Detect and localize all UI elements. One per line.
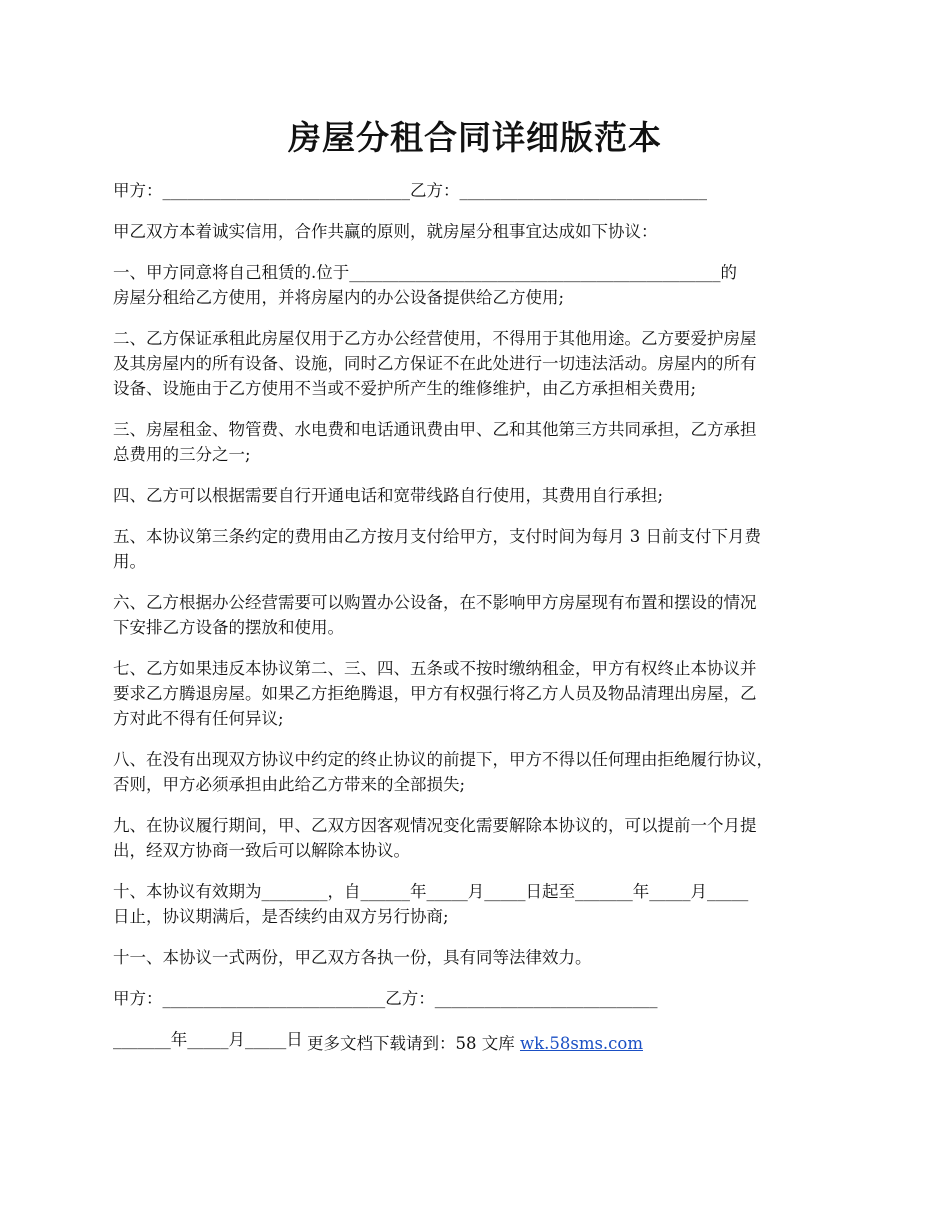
clause-10: 十、本协议有效期为________，自______年_____月_____日起至_______年_____月_____ 日止，协议期满后，是否续约由双方另行协商; xyxy=(113,882,749,926)
clause-9: 九、在协议履行期间，甲、乙双方因客观情况变化需要解除本协议的，可以提前一个月提 出，经双方协商一致后可以解除本协议。 xyxy=(113,816,757,860)
parties-line: 甲方：______________________________乙方：______________________________ xyxy=(113,181,707,200)
signature-line: 甲方：___________________________乙方：___________________________ xyxy=(113,989,658,1008)
clause-4: 四、乙方可以根据需要自行开通电话和宽带线路自行使用，其费用自行承担; xyxy=(113,486,664,505)
clause-7: 七、乙方如果违反本协议第二、三、四、五条或不按时缴纳租金，甲方有权终止本协议并 要求乙方腾退房屋。如果乙方拒绝腾退，甲方有权强行将乙方人员及物品清理出房屋，乙 方对此不得有任何异议; xyxy=(113,659,757,728)
document-title: 房屋分租合同详细版范本 xyxy=(288,118,662,157)
footer-link[interactable]: wk.58sms.com xyxy=(519,1034,643,1053)
clause-6: 六、乙方根据办公经营需要可以购置办公设备，在不影响甲方房屋现有布置和摆设的情况 下安排乙方设备的摆放和使用。 xyxy=(113,593,757,637)
clause-1: 一、甲方同意将自己租赁的.位于_____________________________________________的 房屋分租给乙方使用，并将房屋内的办公设备提供给乙方使用; xyxy=(113,263,737,307)
clause-11: 十一、本协议一式两份，甲乙双方各执一份，具有同等法律效力。 xyxy=(113,948,592,967)
footer xyxy=(0,1030,950,1054)
clause-2: 二、乙方保证承租此房屋仅用于乙方办公经营使用，不得用于其他用途。乙方要爱护房屋 及其房屋内的所有设备、设施，同时乙方保证不在此处进行一切违法活动。房屋内的所有 设备、设施由于乙方使用不当或不爱护所产生的维修维护，由乙方承担相关费用; xyxy=(113,329,757,398)
clause-3: 三、房屋租金、物管费、水电费和电话通讯费由甲、乙和其他第三方共同承担，乙方承担 总费用的三分之一; xyxy=(113,420,757,464)
date-line: _______年_____月_____日 xyxy=(113,1030,303,1049)
clause-5: 五、本协议第三条约定的费用由乙方按月支付给甲方，支付时间为每月 3 日前支付下月费 用。 xyxy=(113,527,761,571)
document-body xyxy=(113,178,853,1068)
footer-text: 更多文档下载请到：58 文库 xyxy=(306,1034,520,1053)
clause-8: 八、在没有出现双方协议中约定的终止协议的前提下，甲方不得以任何理由拒绝履行协议， 否则，甲方必须承担由此给乙方带来的全部损失; xyxy=(113,750,773,794)
preamble: 甲乙双方本着诚实信用，合作共赢的原则，就房屋分租事宜达成如下协议： xyxy=(113,222,658,241)
